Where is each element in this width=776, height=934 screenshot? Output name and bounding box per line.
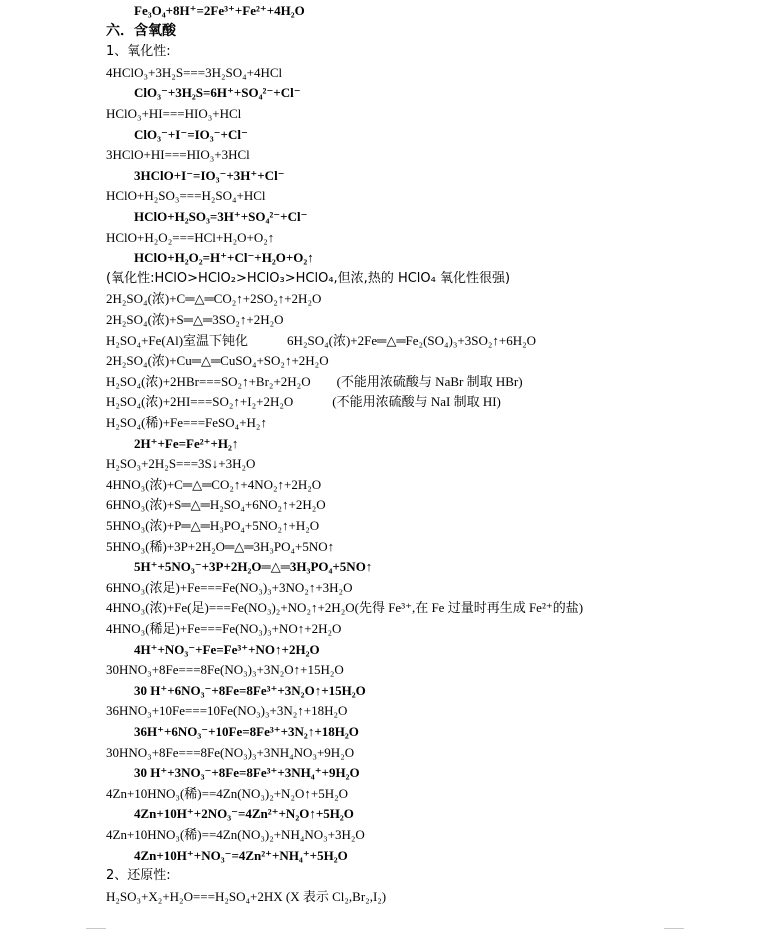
document-line: 4Zn+10HNO₃(稀)==4Zn(NO₃)₂+N₂O↑+5H₂O [106,785,349,801]
document-line: 1、氧化性: [106,44,171,60]
document-line: ClO₃⁻+I⁻=IO₃⁻+Cl⁻ [134,126,248,142]
document-line: 6HNO₃(浓足)+Fe===Fe(NO₃)₃+3NO₂↑+3H₂O [106,579,353,595]
document-line: 2H₂SO₄(浓)+S═△═3SO₂↑+2H₂O [106,312,284,327]
document-line: 4HClO₃+3H₂S===3H₂SO₄+4HCl [106,64,283,80]
document-line: 30 H⁺+3NO₃⁻+8Fe=8Fe³⁺+3NH₄⁺+9H₂O [134,765,360,781]
document-line: 4HNO₃(稀足)+Fe===Fe(NO₃)₃+NO↑+2H₂O [106,621,342,636]
document-line: 5H⁺+5NO₃⁻+3P+2H₂O═△═3H₃PO₄+5NO↑ [134,559,373,575]
document-line: 2H⁺+Fe=Fe²⁺+H₂↑ [134,435,239,451]
document-line: 2H₂SO₄(浓)+Cu═△═CuSO₄+SO₂↑+2H₂O [106,353,329,369]
document-line: 2H₂SO₄(浓)+C═△═CO₂↑+2SO₂↑+2H₂O [106,291,322,307]
document-line: 4HNO₃(浓)+C═△═CO₂↑+4NO₂↑+2H₂O [106,476,322,492]
document-line: 5HNO₃(浓)+P═△═H₃PO₄+5NO₂↑+H₂O [106,518,320,533]
document-line: H₂SO₄(浓)+2HI===SO₂↑+I₂+2H₂O (不能用浓硫酸与 NaI 制取 HI) [106,394,501,410]
document-line: 5HNO₃(稀)+3P+2H₂O═△═3H₃PO₄+5NO↑ [106,538,335,554]
document-line: (氧化性:HClO>HClO₂>HClO₃>HClO₄,但浓,热的 HClO₄ 氧化性很强) [106,270,511,286]
document-line: ClO₃⁻+3H₂S=6H⁺+SO₄²⁻+Cl⁻ [134,85,301,101]
document-line: H₂SO₄(浓)+2HBr===SO₂↑+Br₂+2H₂O (不能用浓硫酸与 NaBr 制取 HBr) [106,373,523,389]
document-line: H₂SO₄(稀)+Fe===FeSO₄+H₂↑ [106,415,267,430]
document-line: H₂SO₄+Fe(Al)室温下钝化 6H₂SO₄(浓)+2Fe═△═Fe₂(SO₄)₃+3SO₂↑+6H₂O [106,332,537,348]
document-line: 6HNO₃(浓)+S═△═H₂SO₄+6NO₂↑+2H₂O [106,497,326,513]
document-line: 30 H⁺+6NO₃⁻+8Fe=8Fe³⁺+3N₂O↑+15H₂O [134,682,366,698]
document-line: 3HClO+I⁻=IO₃⁻+3H⁺+Cl⁻ [134,167,285,183]
document-line: 2、还原性: [106,868,171,884]
document-line: HClO+H₂SO₃=3H⁺+SO₄²⁻+Cl⁻ [134,209,308,224]
document-line: HClO+H₂SO₃===H₂SO₄+HCl [106,188,266,204]
document-line: 4HNO₃(浓)+Fe(足)===Fe(NO₃)₂+NO₂↑+2H₂O(先得 Fe³⁺,在 Fe 过量时再生成 Fe²⁺的盐) [106,600,584,616]
document-line: 4Zn+10H⁺+2NO₃⁻=4Zn²⁺+N₂O↑+5H₂O [134,806,354,822]
document-line: 六．含氧酸 [106,23,176,39]
document-line: HClO₃+HI===HIO₃+HCl [106,106,242,121]
document-line: HClO+H₂O₂=H⁺+Cl⁻+H₂O+O₂↑ [134,250,314,266]
document-line: 3HClO+HI===HIO₃+3HCl [106,147,250,163]
document-line: 30HNO₃+8Fe===8Fe(NO₃)₃+3N₂O↑+15H₂O [106,662,344,678]
document-line: 4Zn+10HNO₃(稀)==4Zn(NO₃)₂+NH₄NO₃+3H₂O [106,827,365,842]
document-line: 30HNO₃+8Fe===8Fe(NO₃)₃+3NH₄NO₃+9H₂O [106,744,355,760]
document-line: H₂SO₃+X₂+H₂O===H₂SO₄+2HX (X 表示 Cl₂,Br₂,I₂) [106,888,387,904]
page-corner-mark-left [86,928,106,929]
document-line: 36HNO₃+10Fe===10Fe(NO₃)₃+3N₂↑+18H₂O [106,703,348,719]
document-line: 36H⁺+6NO₃⁻+10Fe=8Fe³⁺+3N₂↑+18H₂O [134,724,359,739]
page-corner-mark-right [664,928,684,929]
document-line: H₂SO₃+2H₂S===3S↓+3H₂O [106,456,256,472]
document-line: 4Zn+10H⁺+NO₃⁻=4Zn²⁺+NH₄⁺+5H₂O [134,847,348,863]
document-line: Fe₃O₄+8H⁺=2Fe³⁺+Fe²⁺+4H₂O [134,3,305,18]
document-line: 4H⁺+NO₃⁻+Fe=Fe³⁺+NO↑+2H₂O [134,641,320,657]
document-line: HClO+H₂O₂===HCl+H₂O+O₂↑ [106,229,275,245]
